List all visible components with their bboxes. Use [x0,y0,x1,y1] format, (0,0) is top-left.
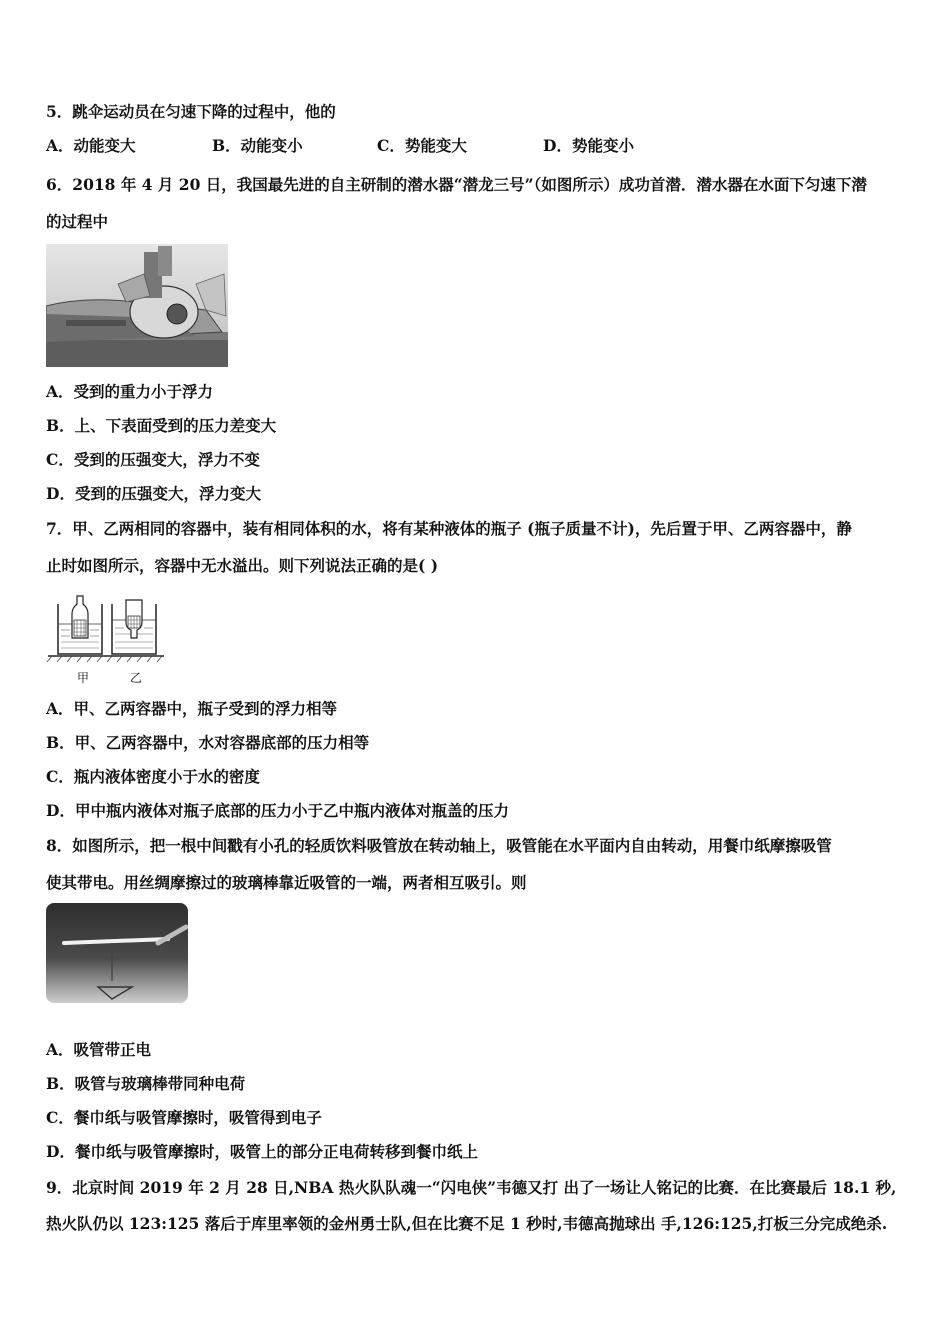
q8-stem-line2: 使其带电。用丝绸摩擦过的玻璃棒靠近吸管的一端，两者相互吸引。则 [46,873,527,892]
bottles-in-containers-diagram [46,590,166,680]
q7-stem-line1: 7．甲、乙两相同的容器中，装有相同体积的水，将有某种液体的瓶子 (瓶子质量不计)，先后置于甲、乙两容器中，静 [46,519,852,538]
q5-option-c: C．势能变大 [377,136,467,155]
q7-option-b: B．甲、乙两容器中，水对容器底部的压力相等 [46,733,370,752]
q8-stem-line1: 8．如图所示，把一根中间戳有小孔的轻质饮料吸管放在转动轴上，吸管能在水平面内自由转动，用餐巾纸摩擦吸管 [46,836,832,855]
q8-option-c: C．餐巾纸与吸管摩擦时，吸管得到电子 [46,1108,322,1127]
q6-option-b: B．上、下表面受到的压力差变大 [46,416,277,435]
q6-option-c: C．受到的压强变大，浮力不变 [46,450,260,469]
q9-stem-line1: 9．北京时间 2019 年 2 月 28 日,NBA 热火队队魂一“闪电侠”韦德又打 出了一场让人铭记的比赛．在比赛最后 18.1 秒, [46,1178,897,1197]
q7-stem-line2: 止时如图所示，容器中无水溢出。则下列说法正确的是( ) [46,556,439,575]
figure-label-yi: 乙 [130,671,143,685]
q6-option-d: D．受到的压强变大，浮力变大 [46,484,261,503]
q7-option-d: D．甲中瓶内液体对瓶子底部的压力小于乙中瓶内液体对瓶盖的压力 [46,801,509,820]
q8-option-d: D．餐巾纸与吸管摩擦时，吸管上的部分正电荷转移到餐巾纸上 [46,1142,478,1161]
q6-option-a: A．受到的重力小于浮力 [46,382,214,401]
q6-stem-line1: 6．2018 年 4 月 20 日，我国最先进的自主研制的潜水器“潜龙三号”（如图所示）成功首潜．潜水器在水面下匀速下潜 [46,175,867,194]
q5-option-a: A．动能变大 [46,136,136,155]
q9-stem-line2: 热火队仍以 123:125 落后于库里率领的金州勇士队,但在比赛不足 1 秒时,韦德高抛球出 手,126:125,打板三分完成绝杀. [46,1214,888,1233]
submersible-photo [46,244,228,367]
q7-option-a: A．甲、乙两容器中，瓶子受到的浮力相等 [46,699,338,718]
q5-option-d: D．势能变小 [543,136,634,155]
q5-option-b: B．动能变小 [212,136,303,155]
q7-option-c: C．瓶内液体密度小于水的密度 [46,767,260,786]
q8-option-a: A．吸管带正电 [46,1040,152,1059]
figure-label-jia: 甲 [77,671,90,685]
q5-stem: 5．跳伞运动员在匀速下降的过程中，他的 [46,102,336,121]
straw-experiment-photo [46,903,188,1003]
q6-stem-line2: 的过程中 [46,212,109,231]
q8-option-b: B．吸管与玻璃棒带同种电荷 [46,1074,246,1093]
